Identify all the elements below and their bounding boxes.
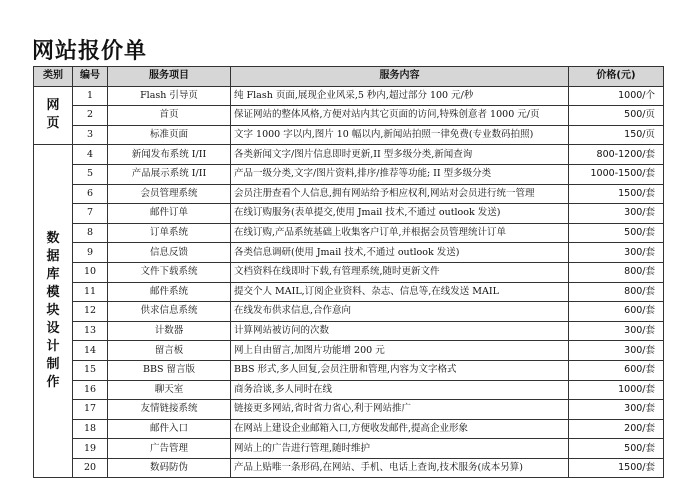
service-item-cell: BBS 留言版 [108,360,231,380]
price-cell: 500/套 [569,439,664,459]
service-item-cell: 文件下载系统 [108,262,231,282]
table-row [34,321,664,341]
service-item-cell: 新闻发布系统 I/II [108,145,231,165]
service-content-cell: BBS 形式,多人回复,会员注册和管理,内容为文字格式 [231,360,569,380]
price-cell: 300/套 [569,204,664,224]
table-body [34,86,664,478]
table-row [34,302,664,322]
price-table [33,66,664,478]
row-number-cell: 6 [73,184,108,204]
service-item-cell: 供求信息系统 [108,302,231,322]
row-number-cell: 16 [73,380,108,400]
price-cell: 300/套 [569,321,664,341]
service-content-cell: 计算网站被访问的次数 [231,321,569,341]
service-item-cell: 产品展示系统 I/II [108,164,231,184]
service-content-cell: 保证网站的整体风格,方便对站内其它页面的访问,特殊创意者 1000 元/页 [231,106,569,126]
service-content-cell: 商务洽谈,多人同时在线 [231,380,569,400]
row-number-cell: 8 [73,223,108,243]
table-row [34,341,664,361]
table-row [34,106,664,126]
service-item-cell: 数码防伪 [108,458,231,478]
table-row [34,419,664,439]
row-number-cell: 19 [73,439,108,459]
price-cell: 500/套 [569,223,664,243]
row-number-cell: 2 [73,106,108,126]
service-content-cell: 网上自由留言,加图片功能增 200 元 [231,341,569,361]
table-row [34,439,664,459]
column-header-service-content: 服务内容 [231,67,569,87]
service-content-cell: 在线发布供求信息,合作意向 [231,302,569,322]
column-header-number: 编号 [73,67,108,87]
column-header-service-item: 服务项目 [108,67,231,87]
price-cell: 1500/套 [569,458,664,478]
category-label: 网页 [46,98,60,132]
table-row [34,282,664,302]
row-number-cell: 14 [73,341,108,361]
row-number-cell: 11 [73,282,108,302]
table-row [34,223,664,243]
table-row [34,204,664,224]
table-row [34,262,664,282]
table-row [34,380,664,400]
service-item-cell: 信息反馈 [108,243,231,263]
service-content-cell: 在网站上建设企业邮箱入口,方便收发邮件,提高企业形象 [231,419,569,439]
service-item-cell: 广告管理 [108,439,231,459]
row-number-cell: 15 [73,360,108,380]
category-label: 数据库模块设计制作 [46,231,60,391]
row-number-cell: 20 [73,458,108,478]
row-number-cell: 10 [73,262,108,282]
price-cell: 600/套 [569,360,664,380]
service-content-cell: 在线订购,产品系统基础上收集客户订单,并根据会员管理统计订单 [231,223,569,243]
price-cell: 300/套 [569,341,664,361]
category-cell [34,86,73,145]
table-row [34,184,664,204]
price-cell: 1500/套 [569,184,664,204]
service-item-cell: 标准页面 [108,125,231,145]
service-item-cell: 订单系统 [108,223,231,243]
category-cell [34,145,73,478]
price-cell: 800/套 [569,262,664,282]
row-number-cell: 1 [73,86,108,106]
service-content-cell: 各类新闻文字/图片信息即时更新,II 型多级分类,新闻查询 [231,145,569,165]
price-cell: 800-1200/套 [569,145,664,165]
service-item-cell: 会员管理系统 [108,184,231,204]
service-content-cell: 纯 Flash 页面,展现企业风采,5 秒内,超过部分 100 元/秒 [231,86,569,106]
service-content-cell: 文档资料在线即时下载,有管理系统,随时更新文件 [231,262,569,282]
row-number-cell: 3 [73,125,108,145]
row-number-cell: 7 [73,204,108,224]
service-content-cell: 产品上贴唯一条形码,在网站、手机、电话上查询,技术服务(成本另算) [231,458,569,478]
row-number-cell: 17 [73,400,108,420]
table-row [34,360,664,380]
service-item-cell: 留言板 [108,341,231,361]
column-header-category: 类别 [34,67,73,87]
row-number-cell: 5 [73,164,108,184]
price-cell: 800/套 [569,282,664,302]
price-cell: 600/套 [569,302,664,322]
service-content-cell: 网站上的广告进行管理,随时维护 [231,439,569,459]
price-cell: 150/页 [569,125,664,145]
price-cell: 500/页 [569,106,664,126]
price-cell: 1000/套 [569,380,664,400]
service-content-cell: 各类信息调研(使用 Jmail 技术,不通过 outlook 发送) [231,243,569,263]
service-content-cell: 链接更多网站,省时省力省心,利于网站推广 [231,400,569,420]
table-row [34,86,664,106]
service-content-cell: 在线订购服务(表单提交,使用 Jmail 技术,不通过 outlook 发送) [231,204,569,224]
row-number-cell: 9 [73,243,108,263]
service-item-cell: 计数器 [108,321,231,341]
table-row [34,400,664,420]
price-cell: 200/套 [569,419,664,439]
page-title: 网站报价单 [32,39,148,64]
price-cell: 1000-1500/套 [569,164,664,184]
service-content-cell: 提交个人 MAIL,订阅企业资料、杂志、信息等,在线发送 MAIL [231,282,569,302]
service-item-cell: 邮件订单 [108,204,231,224]
service-content-cell: 文字 1000 字以内,图片 10 幅以内,新闻站拍照一律免费(专业数码拍照) [231,125,569,145]
price-cell: 300/套 [569,400,664,420]
service-content-cell: 会员注册查看个人信息,拥有网站给予相应权利,网站对会员进行统一管理 [231,184,569,204]
table-row [34,164,664,184]
service-item-cell: 首页 [108,106,231,126]
table-row [34,243,664,263]
service-item-cell: 邮件系统 [108,282,231,302]
row-number-cell: 12 [73,302,108,322]
table-row [34,145,664,165]
service-item-cell: 邮件入口 [108,419,231,439]
column-header-price: 价格(元) [569,67,664,87]
table-row [34,458,664,478]
service-item-cell: Flash 引导页 [108,86,231,106]
service-item-cell: 聊天室 [108,380,231,400]
row-number-cell: 13 [73,321,108,341]
row-number-cell: 18 [73,419,108,439]
price-cell: 300/套 [569,243,664,263]
price-cell: 1000/个 [569,86,664,106]
service-content-cell: 产品一级分类,文字/图片资料,排序/推荐等功能; II 型多级分类 [231,164,569,184]
row-number-cell: 4 [73,145,108,165]
table-header-row [34,67,664,87]
table-row [34,125,664,145]
service-item-cell: 友情链接系统 [108,400,231,420]
